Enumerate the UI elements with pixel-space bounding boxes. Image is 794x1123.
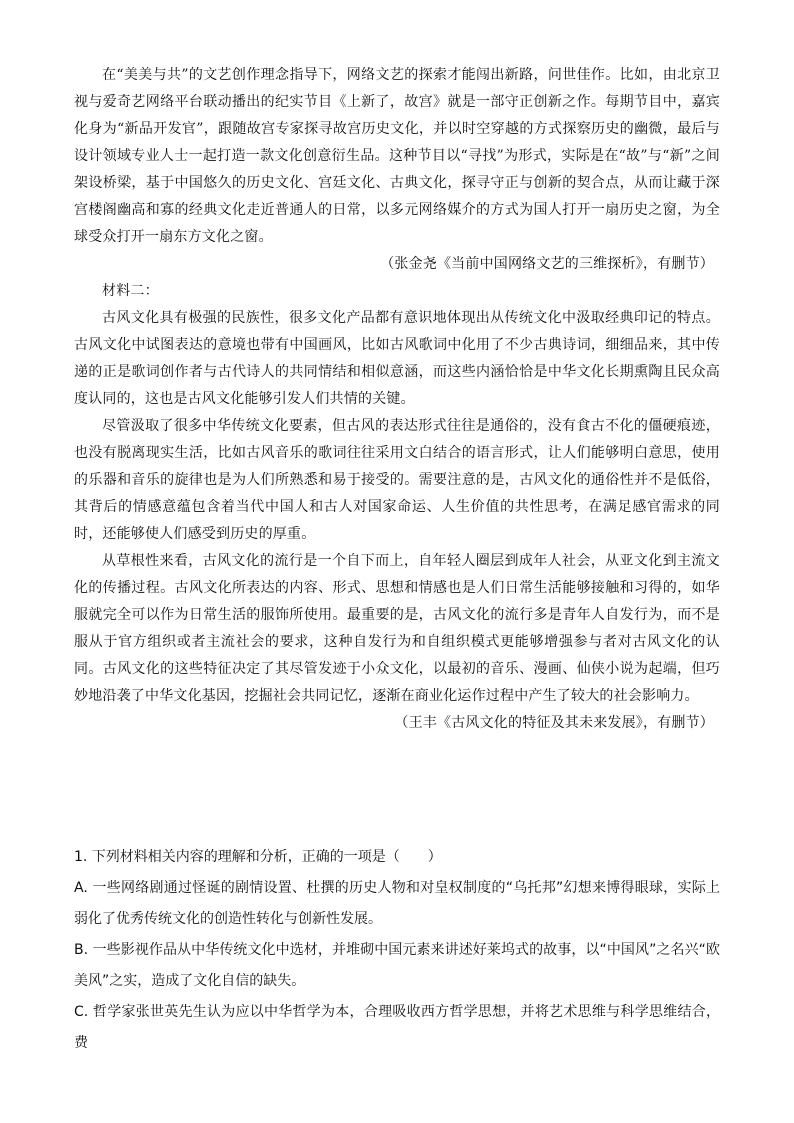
option-b: B. 一些影视作品从中华传统文化中选材，并堆砌中国元素来讲述好莱坞式的故事，以“中国风”之名兴“欧美风”之实，造成了文化自信的缺失。 <box>74 942 720 989</box>
material2-paragraph-1: 古风文化具有极强的民族性，很多文化产品都有意识地体现出从传统文化中汲取经典印记的特点。古风文化中试图表达的意境也带有中国画风，比如古风歌词中化用了不少古典诗词，细细品来，其中传递的正是歌词创作者与古代诗人的共同情结和相似意涵，而这些内涵恰恰是中华文化长期熏陶且民众高度认同的，这也是古风文化能够引发人们共情的关键。 <box>74 310 720 407</box>
question-1 <box>74 842 720 1059</box>
option-a: A. 一些网络剧通过怪诞的剧情设置、杜撰的历史人物和对皇权制度的“乌托邦”幻想来博得眼球，实际上弱化了优秀传统文化的创造性转化与创新性发展。 <box>74 880 720 927</box>
material2-paragraph-3: 从草根性来看，古风文化的流行是一个自下而上，自年轻人圈层到成年人社会，从亚文化到主流文化的传播过程。古风文化所表达的内容、形式、思想和情感也是人们日常生活能够接触和习得的，如华服就完全可以作为日常生活的服饰所使用。最重要的是，古风文化的流行多是青年人自发行为，而不是服从于官方组织或者主流社会的要求，这种自发行为和自组织模式更能够增强参与者对古风文化的认同。古风文化的这些特征决定了其尽管发迹于小众文化，以最初的音乐、漫画、仙侠小说为起端，但巧妙地沿袭了中华文化基因，挖掘社会共同记忆，逐渐在商业化运作过程中产生了较大的社会影响力。 <box>74 553 720 704</box>
material2-paragraph-2: 尽管汲取了很多中华传统文化要素，但古风的表达形式往往是通俗的，没有食古不化的僵硬痕迹，也没有脱离现实生活，比如古风音乐的歌词往往采用文白结合的语言形式，让人们能够明白意思，使用的乐器和音乐的旋律也是为人们所熟悉和易于接受的。需要注意的是，古风文化的通俗性并不是低俗，其背后的情感意蕴包含着当代中国人和古人对国家命运、人生价值的共性思考，在满足感官需求的同时，还能够使人们感受到历史的厚重。 <box>74 418 720 542</box>
reading-material <box>74 62 720 737</box>
material2-label: 材料二： <box>102 283 159 299</box>
material1-paragraph: 在“美美与共”的文艺创作理念指导下，网络文艺的探索才能闯出新路，问世佳作。比如，由北京卫视与爱奇艺网络平台联动播出的纪实节目《上新了，故宫》就是一部守正创新之作。每期节目中，嘉宾化身为“新品开发官”，跟随故宫专家探寻故宫历史文化，并以时空穿越的方式探察历史的幽微，最后与设计领域专业人士一起打造一款文化创意衍生品。这种节目以“寻找”为形式，实际是在“故”与“新”之间架设桥梁，基于中国悠久的历史文化、宫廷文化、古典文化，探寻守正与创新的契合点，从而让藏于深宫楼阁幽高和寡的经典文化走近普通人的日常，以多元网络媒介的方式为国人打开一扇历史之窗，为全球受众打开一扇东方文化之窗。 <box>74 67 720 245</box>
option-c: C. 哲学家张世英先生认为应以中华哲学为本，合理吸收西方哲学思想，并将艺术思维与科学思维结合，费 <box>74 1004 720 1051</box>
question-stem: 1. 下列材料相关内容的理解和分析，正确的一项是（ ） <box>74 849 442 865</box>
material2-source: （王丰《古风文化的特征及其未来发展》，有删节） <box>394 715 714 731</box>
material1-source: （张金尧《当前中国网络文艺的三维探析》，有删节） <box>380 256 714 272</box>
